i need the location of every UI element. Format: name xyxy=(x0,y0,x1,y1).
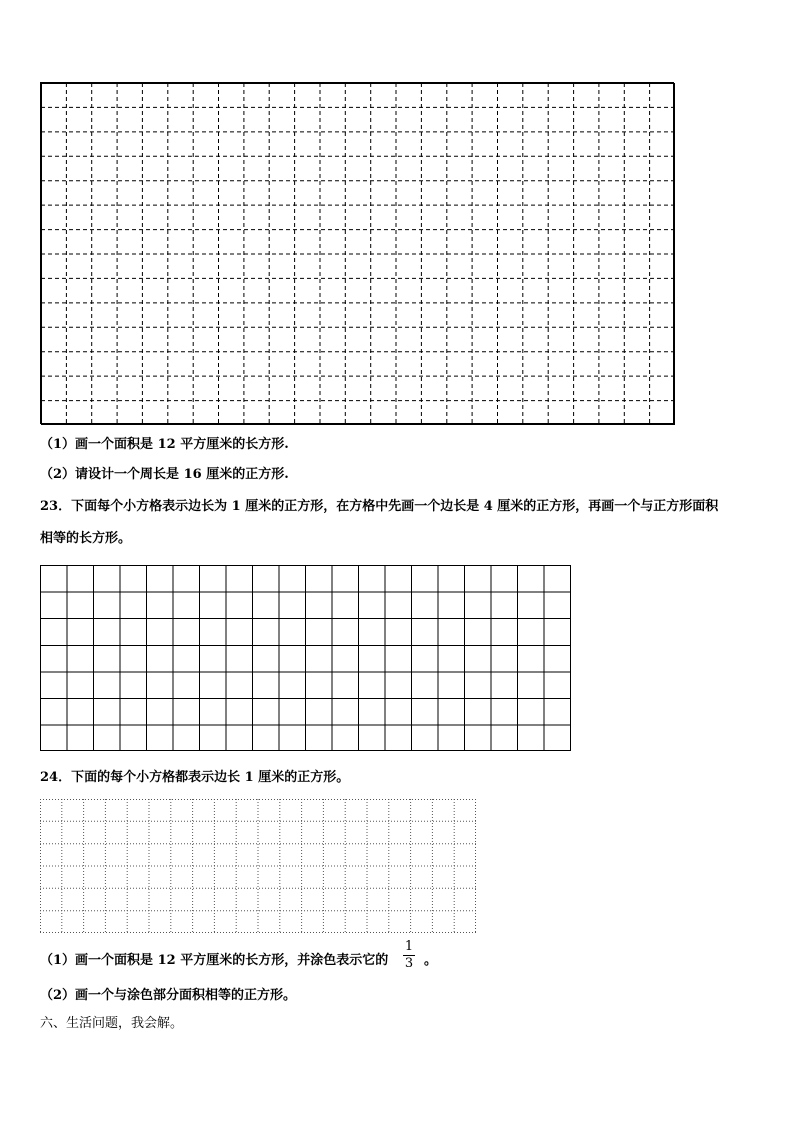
dashed-grid-1-lines xyxy=(41,83,675,425)
q23-line2-text: 相等的长方形。 xyxy=(40,531,132,546)
q22-part1-text: （1）画一个面积是 12 平方厘米的长方形. xyxy=(40,437,289,452)
section6-title: 六、生活问题，我会解。 xyxy=(40,1016,184,1031)
q22-part2-text: （2）请设计一个周长是 16 厘米的正方形. xyxy=(40,467,289,482)
dotted-grid-3 xyxy=(40,799,476,933)
q23-line1-text: 23．下面每个小方格表示边长为 1 厘米的正方形，在方格中先画一个边长是 4 厘米的正方形，再画一个与正方形面积 xyxy=(40,499,719,514)
q24-part2-text: （2）画一个与涂色部分面积相等的正方形。 xyxy=(40,988,297,1003)
dotted-grid-3-lines xyxy=(40,799,476,933)
q24-part1-end: 。 xyxy=(424,953,438,968)
dashed-grid-1 xyxy=(40,82,674,424)
solid-grid-2 xyxy=(40,565,571,751)
q24-part1-text: （1）画一个面积是 12 平方厘米的长方形，并涂色表示它的 xyxy=(40,953,389,968)
fraction-one-third xyxy=(403,940,415,971)
fraction-numerator: 1 xyxy=(404,939,414,954)
fraction-denominator: 3 xyxy=(404,956,414,971)
q24-title-text: 24．下面的每个小方格都表示边长 1 厘米的正方形。 xyxy=(40,770,350,785)
